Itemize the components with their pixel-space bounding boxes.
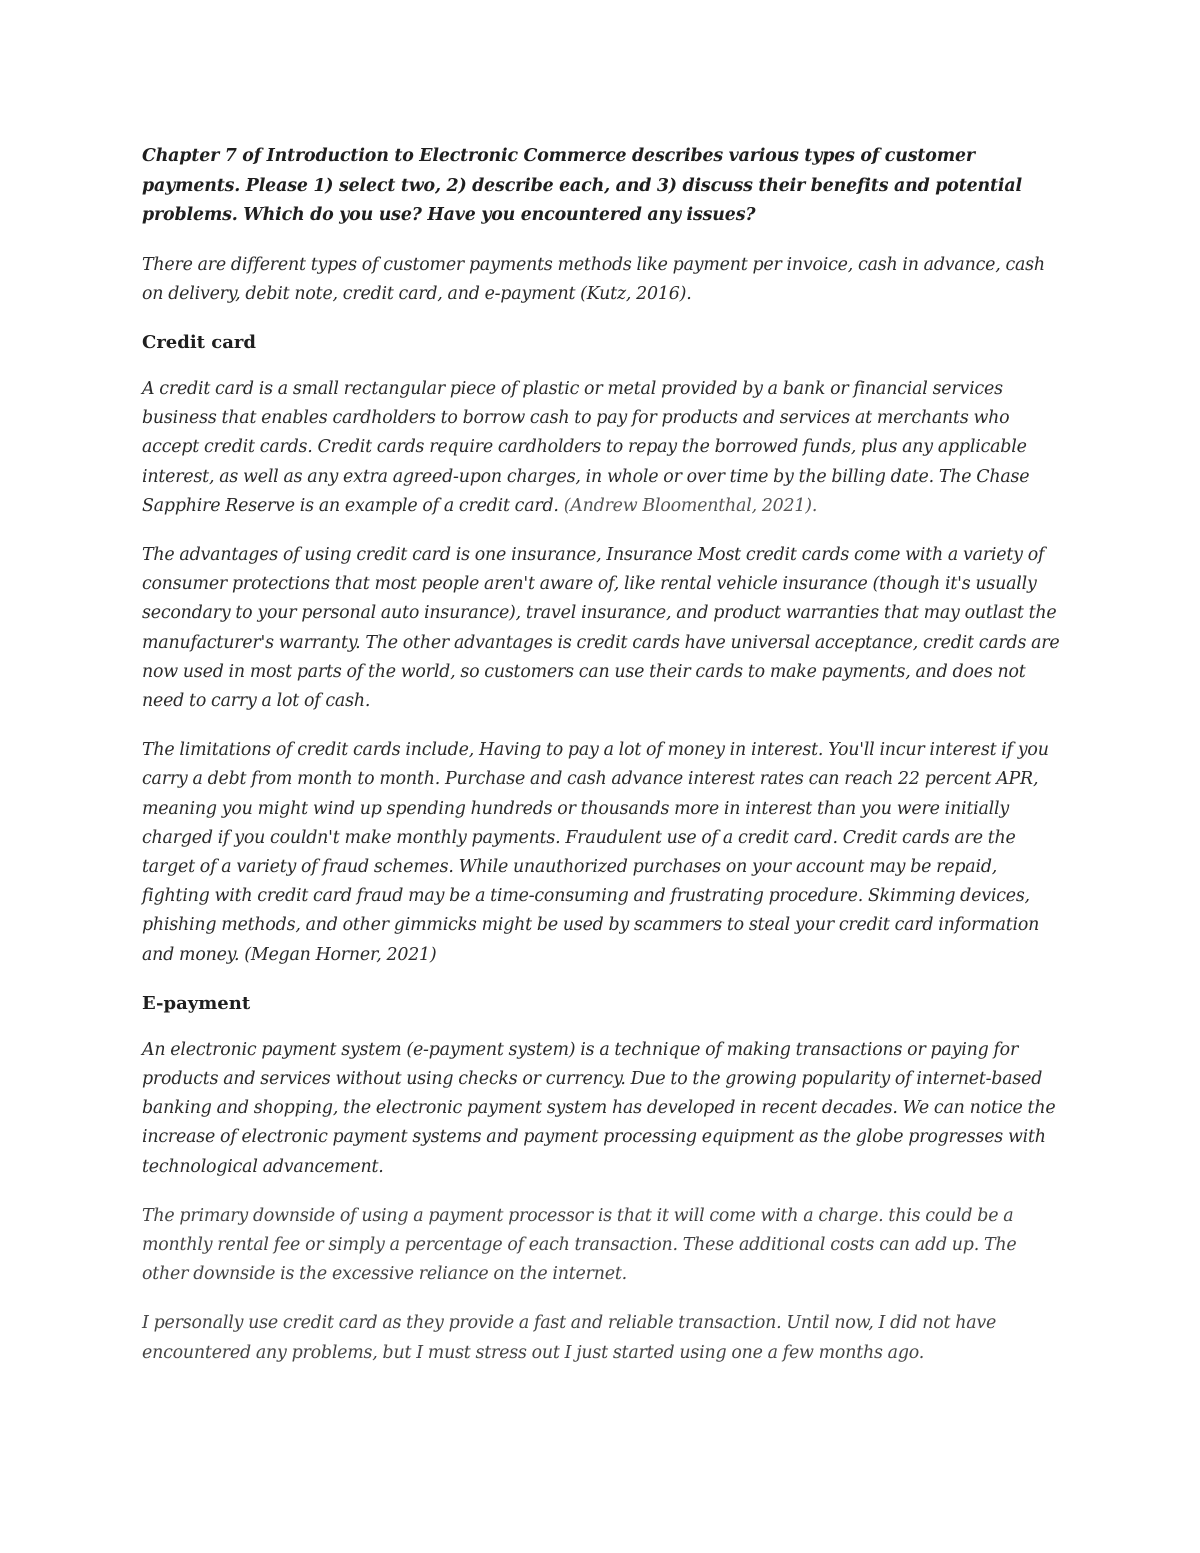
citation: (Andrew Bloomenthal, 2021). (563, 495, 818, 516)
section-heading-credit-card: Credit card (142, 331, 256, 353)
e-payment-definition-paragraph: An electronic payment system (e-payment system) is a technique of making transactions or paying for products and services without using checks or currency. Due to the growing popularity of internet-based banking and shopping, the electronic payment system has developed in recent decades. We can notice the increase of electronic payment systems and payment processing equipment as the globe progresses with technological advancement. (142, 1039, 1056, 1177)
paragraph-text: A credit card is a small rectangular piece of plastic or metal provided by a bank or financial services business that enables cardholders to borrow cash to pay for products and services at merchants who accept credit cards. Credit cards require cardholders to repay the borrowed funds, plus any applicable interest, as well as any extra agreed-upon charges, in whole or over time by the billing date. The Chase Sapphire Reserve is an example of a credit card. (142, 378, 1030, 516)
assignment-prompt: Chapter 7 of Introduction to Electronic Commerce describes various types of customer payments. Please 1) select two, 2) describe each, and 3) discuss their benefits and potential problems. Which do you use? Have you encountered any issues? (142, 146, 1022, 225)
intro-paragraph: There are different types of customer payments methods like payment per invoice, cash in advance, cash on delivery, debit note, credit card, and e-payment (Kutz, 2016). (142, 254, 1045, 304)
e-payment-downside-paragraph: The primary downside of using a payment processor is that it will come with a charge. this could be a monthly rental fee or simply a percentage of each transaction. These additional costs can add up. The other downside is the excessive reliance on the internet. (142, 1205, 1017, 1285)
personal-usage-paragraph: I personally use credit card as they provide a fast and reliable transaction. Until now, I did not have encountered any problems, but I must stress out I just started using one a few months ago. (142, 1313, 997, 1363)
credit-card-advantages-paragraph: The advantages of using credit card is one insurance, Insurance Most credit cards come with a variety of consumer protections that most people aren't aware of, like rental vehicle insurance (though it's usually secondary to your personal auto insurance), travel insurance, and product warranties that may outlast the manufacturer's warranty. The other advantages is credit cards have universal acceptance, credit cards are now used in most parts of the world, so customers can use their cards to make payments, and does not need to carry a lot of cash. (142, 544, 1060, 711)
section-heading-e-payment: E-payment (142, 992, 251, 1014)
document-page (142, 142, 1062, 1368)
credit-card-definition-paragraph (142, 375, 1062, 521)
credit-card-limitations-paragraph: The limitations of credit cards include, Having to pay a lot of money in interest. You'll incur interest if you carry a debt from month to month. Purchase and cash advance interest rates can reach 22 percent APR, meaning you might wind up spending hundreds or thousands more in interest than you were initially charged if you couldn't make monthly payments. Fraudulent use of a credit card. Credit cards are the target of a variety of fraud schemes. While unauthorized purchases on your account may be repaid, fighting with credit card fraud may be a time-consuming and frustrating procedure. Skimming devices, phishing methods, and other gimmicks might be used by scammers to steal your credit card information and money. (Megan Horner, 2021) (142, 740, 1049, 965)
